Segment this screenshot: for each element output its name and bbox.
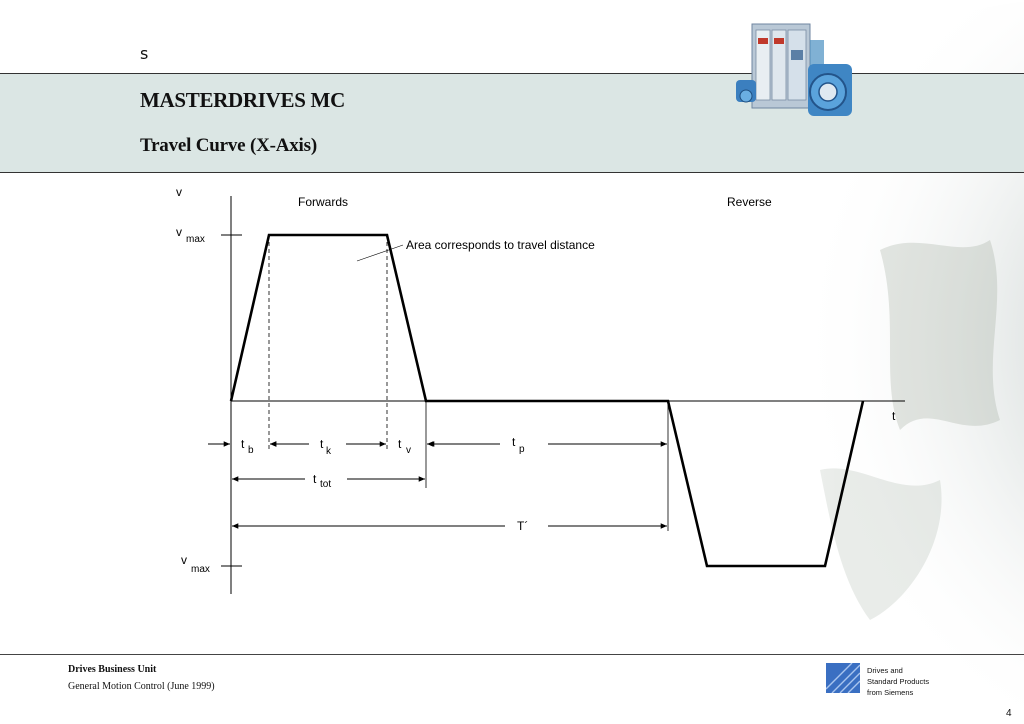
footer-division: General Motion Control (June 1999) [68,681,215,692]
vmax-top-subscript: max [186,234,205,245]
vmax-bottom-label: v [181,553,187,567]
footer-logo-text [867,665,929,698]
tb-label: t [241,437,245,451]
tp-label: t [512,435,516,449]
area-annotation-leader [357,245,403,261]
footer-logo-line-2: Standard Products [867,677,930,686]
footer-logo-line-3: from Siemens [867,688,914,697]
forwards-label: Forwards [298,195,349,209]
footer-logo-line-1: Drives and [867,666,903,675]
tb-subscript: b [248,445,254,456]
tv-label: t [398,437,402,451]
ttot-subscript: tot [320,479,332,490]
t-axis-label: t [892,409,896,423]
page-title: MASTERDRIVES MC [140,88,345,112]
vmax-top-label: v [176,225,182,239]
drives-logo-icon [826,663,860,693]
v-axis-label: v [176,185,182,199]
tk-subscript: k [326,446,331,457]
reverse-label: Reverse [727,195,772,209]
ttot-label: t [313,472,317,486]
page-subtitle: Travel Curve (X-Axis) [140,135,317,156]
tv-subscript: v [406,445,411,456]
period-label: T´ [517,519,529,533]
tp-subscript: p [519,444,525,455]
area-annotation: Area corresponds to travel distance [406,238,595,252]
vmax-bottom-subscript: max [191,564,210,575]
siemens-logo-letter: s [140,44,149,63]
page-number: 4 [1006,708,1012,719]
footer-business-unit: Drives Business Unit [68,664,157,675]
footer-divider [0,654,1024,655]
tk-label: t [320,437,324,451]
